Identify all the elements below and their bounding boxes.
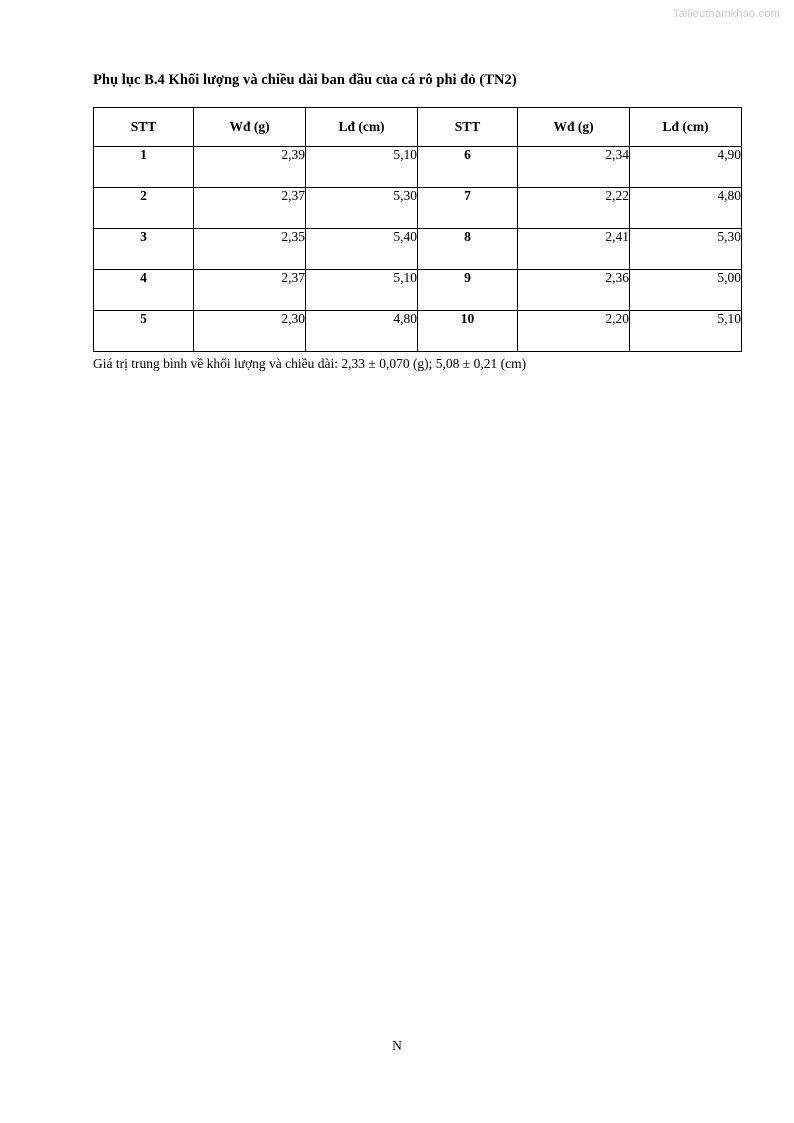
cell-length-2: 5,00 bbox=[630, 270, 742, 311]
table-row bbox=[94, 188, 742, 229]
table-row bbox=[94, 229, 742, 270]
cell-length-1: 4,80 bbox=[306, 311, 418, 352]
cell-weight-1: 2,35 bbox=[194, 229, 306, 270]
cell-weight-1: 2,37 bbox=[194, 270, 306, 311]
cell-stt-2: 6 bbox=[418, 147, 518, 188]
cell-weight-1: 2,30 bbox=[194, 311, 306, 352]
column-header-stt-2: STT bbox=[418, 108, 518, 147]
page-marker: N bbox=[392, 1038, 402, 1053]
table-row bbox=[94, 311, 742, 352]
watermark-text: Tailieuthamkhao.com bbox=[672, 8, 780, 20]
cell-stt-2: 10 bbox=[418, 311, 518, 352]
column-header-stt-1: STT bbox=[94, 108, 194, 147]
column-header-length-1: Lđ (cm) bbox=[306, 108, 418, 147]
cell-length-2: 5,30 bbox=[630, 229, 742, 270]
column-header-weight-1: Wđ (g) bbox=[194, 108, 306, 147]
cell-stt-1: 2 bbox=[94, 188, 194, 229]
cell-weight-1: 2,39 bbox=[194, 147, 306, 188]
cell-stt-1: 1 bbox=[94, 147, 194, 188]
document-content bbox=[93, 72, 741, 386]
page-title: Phụ lục B.4 Khối lượng và chiều dài ban đầu của cá rô phi đỏ (TN2) bbox=[93, 72, 517, 88]
column-header-weight-2: Wđ (g) bbox=[518, 108, 630, 147]
cell-length-1: 5,10 bbox=[306, 147, 418, 188]
table-header-row bbox=[94, 108, 742, 147]
table-row bbox=[94, 270, 742, 311]
cell-length-2: 4,80 bbox=[630, 188, 742, 229]
cell-length-1: 5,10 bbox=[306, 270, 418, 311]
cell-length-2: 4,90 bbox=[630, 147, 742, 188]
measurements-table bbox=[93, 107, 742, 352]
table-row bbox=[94, 147, 742, 188]
cell-weight-2: 2,41 bbox=[518, 229, 630, 270]
cell-weight-2: 2,20 bbox=[518, 311, 630, 352]
cell-stt-2: 7 bbox=[418, 188, 518, 229]
cell-stt-1: 4 bbox=[94, 270, 194, 311]
cell-weight-2: 2,22 bbox=[518, 188, 630, 229]
cell-length-2: 5,10 bbox=[630, 311, 742, 352]
cell-stt-1: 3 bbox=[94, 229, 194, 270]
cell-stt-2: 8 bbox=[418, 229, 518, 270]
cell-weight-1: 2,37 bbox=[194, 188, 306, 229]
cell-length-1: 5,30 bbox=[306, 188, 418, 229]
column-header-length-2: Lđ (cm) bbox=[630, 108, 742, 147]
cell-stt-2: 9 bbox=[418, 270, 518, 311]
cell-weight-2: 2,36 bbox=[518, 270, 630, 311]
cell-weight-2: 2,34 bbox=[518, 147, 630, 188]
summary-note: Giá trị trung bình về khối lượng và chiều dài: 2,33 ± 0,070 (g); 5,08 ± 0,21 (cm) bbox=[93, 356, 527, 371]
cell-length-1: 5,40 bbox=[306, 229, 418, 270]
cell-stt-1: 5 bbox=[94, 311, 194, 352]
